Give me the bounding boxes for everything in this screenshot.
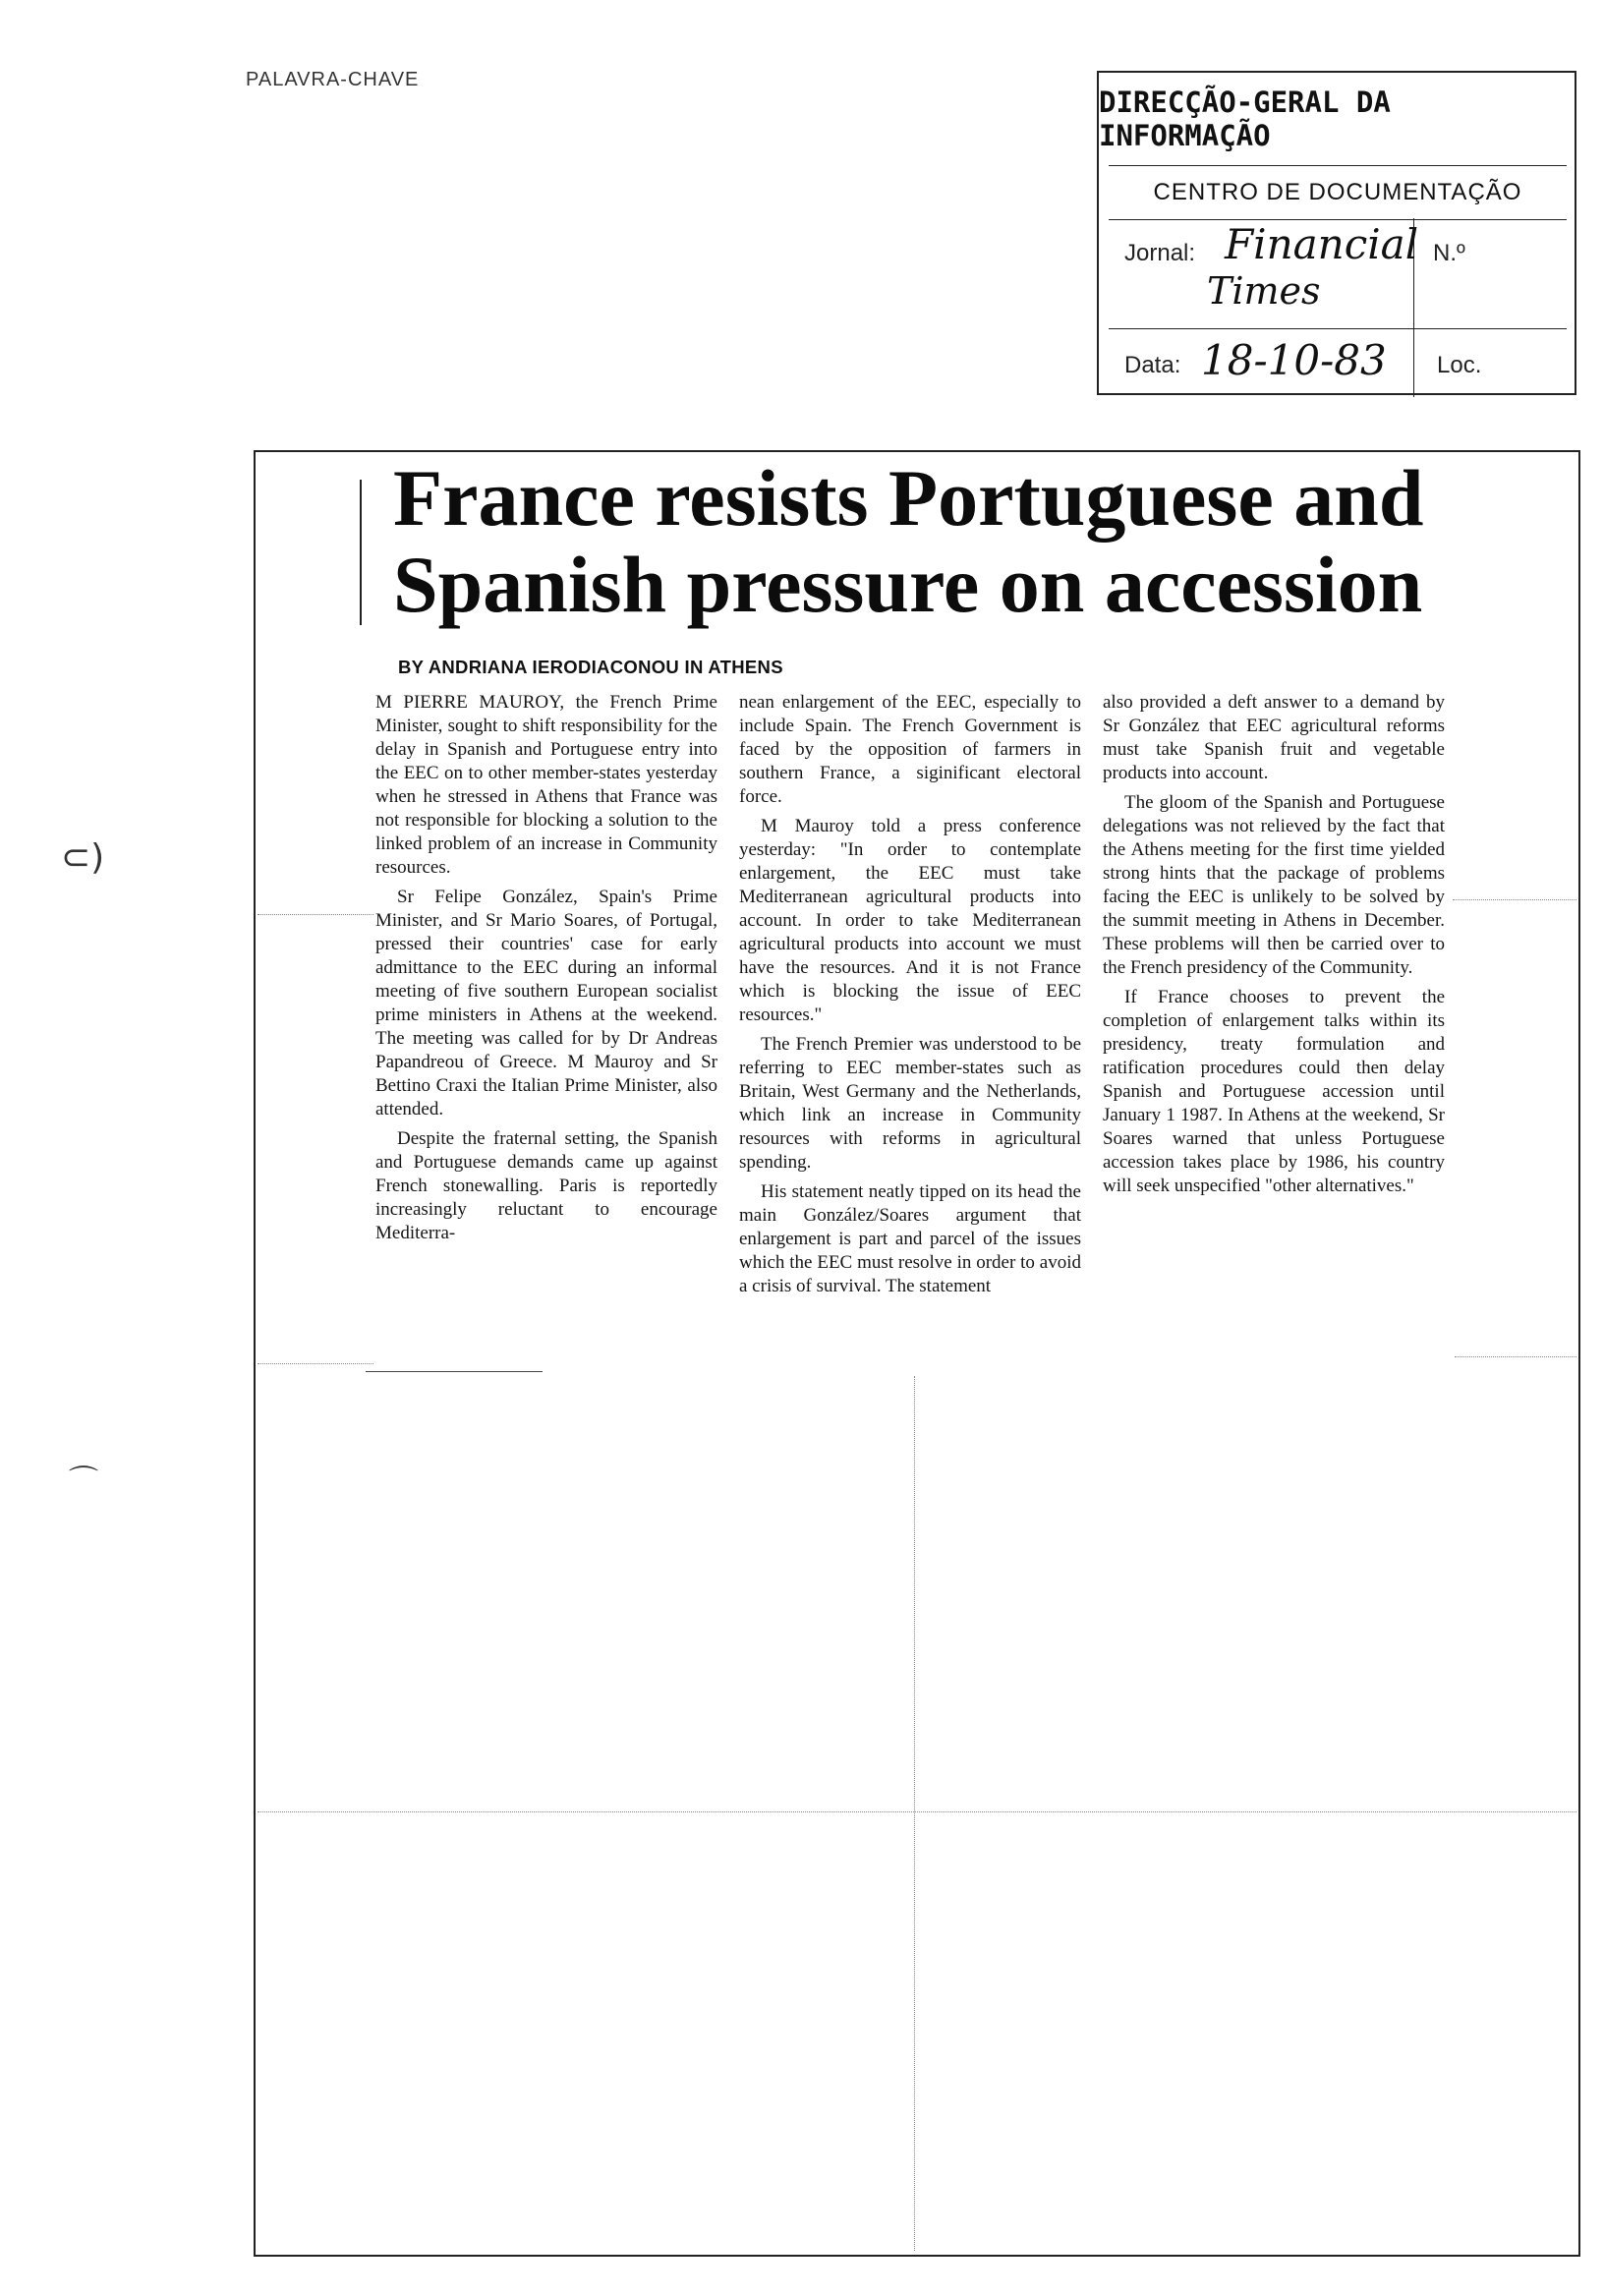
- numero-label: N.º: [1433, 240, 1465, 266]
- margin-mark-icon: ⌒: [69, 1464, 98, 1499]
- stamp-title: DIRECÇÃO-GERAL DA INFORMAÇÃO: [1099, 86, 1391, 152]
- stamp-subtitle: CENTRO DE DOCUMENTAÇÃO: [1109, 165, 1567, 220]
- paragraph: Sr Felipe González, Spain's Prime Minister, and Sr Mario Soares, of Portugal, pressed their countries' case for early admittance to the EEC during an informal meeting of five southern European socialist prime ministers in Athens at the weekend. The meeting was called for by Dr Andreas Papandreou of Greece. M Mauroy and Sr Bettino Craxi the Italian Prime Minister, also attended.: [375, 887, 717, 1119]
- article-byline: BY ANDRIANA IERODIACONOU IN ATHENS: [398, 657, 783, 677]
- stamp-divider-horizontal: [1109, 328, 1567, 329]
- paragraph: also provided a deft answer to a demand by Sr González that EEC agricultural reforms must take Spanish fruit and vegetable products into account.: [1103, 692, 1445, 783]
- jornal-label: Jornal:: [1124, 240, 1196, 266]
- cut-guide-left: [258, 914, 373, 915]
- cut-guide-bottom-right: [1455, 1356, 1576, 1357]
- article-headline: France resists Portuguese and Spanish pressure on accession: [393, 453, 1424, 629]
- archive-stamp: [1097, 71, 1576, 395]
- cut-guide-bottom-left: [258, 1363, 373, 1364]
- article-column-2: [739, 691, 1081, 1304]
- keyword-label: PALAVRA-CHAVE: [246, 69, 420, 90]
- fold-line-horizontal: [258, 1811, 1576, 1812]
- paragraph: The French Premier was understood to be referring to EEC member-states such as Britain, West Germany and the Netherlands, which link an increase in Community resources with reforms in agricultural spending.: [739, 1034, 1081, 1173]
- jornal-handwritten-line1: Financial: [1225, 220, 1419, 268]
- article-column-1: [375, 691, 717, 1251]
- paragraph: M PIERRE MAUROY, the French Prime Minister, sought to shift responsibility for the delay in Spanish and Portuguese entry into the EEC on to other member-states yesterday when he stressed in Athens that France was not responsible for blocking a solution to the linked problem of an increase in Community resources.: [375, 692, 717, 878]
- jornal-handwritten-line2: Times: [1207, 269, 1321, 313]
- paragraph: nean enlargement of the EEC, especially to include Spain. The French Government is faced by the opposition of farmers in southern France, a siginificant electoral force.: [739, 692, 1081, 807]
- paragraph: The gloom of the Spanish and Portuguese delegations was not relieved by the fact that the Athens meeting for the first time yielded strong hints that the package of problems facing the EEC is unlikely to be solved by the summit meeting in Athens in December. These problems will then be carried over to the French presidency of the Community.: [1103, 792, 1445, 978]
- paragraph: His statement neatly tipped on its head the main González/Soares argument that enlargement is part and parcel of the issues which the EEC must resolve in order to avoid a crisis of survival. The statement: [739, 1181, 1081, 1296]
- article-column-3: [1103, 691, 1445, 1204]
- data-handwritten-value: 18-10-83: [1201, 336, 1387, 384]
- cut-guide-right: [1453, 899, 1576, 900]
- paragraph: If France chooses to prevent the completion of enlargement talks within its presidency, treaty formulation and ratification procedures could then delay Spanish and Portuguese accession until January 1 1987. In Athens at the weekend, Sr Soares warned that unless Portuguese accession takes place by 1986, his country will seek unspecified "other alternatives.": [1103, 987, 1445, 1196]
- paragraph: M Mauroy told a press conference yesterday: "In order to contemplate enlargement, the EEC must take Mediterranean agricultural products into account. In order to take Mediterranean agricultural products into account we must have the resources. And it is not France which is blocking the issue of EEC resources.": [739, 816, 1081, 1025]
- data-label: Data:: [1124, 352, 1181, 378]
- fold-line-vertical: [914, 1376, 915, 2251]
- headline-side-rule: [360, 480, 362, 625]
- paragraph: Despite the fraternal setting, the Spanish and Portuguese demands came up against French stonewalling. Paris is reportedly increasingly reluctant to encourage Mediterra-: [375, 1128, 717, 1243]
- loc-label: Loc.: [1437, 352, 1482, 378]
- margin-mark-icon: ⊂): [61, 837, 105, 878]
- article-end-rule: [366, 1371, 543, 1372]
